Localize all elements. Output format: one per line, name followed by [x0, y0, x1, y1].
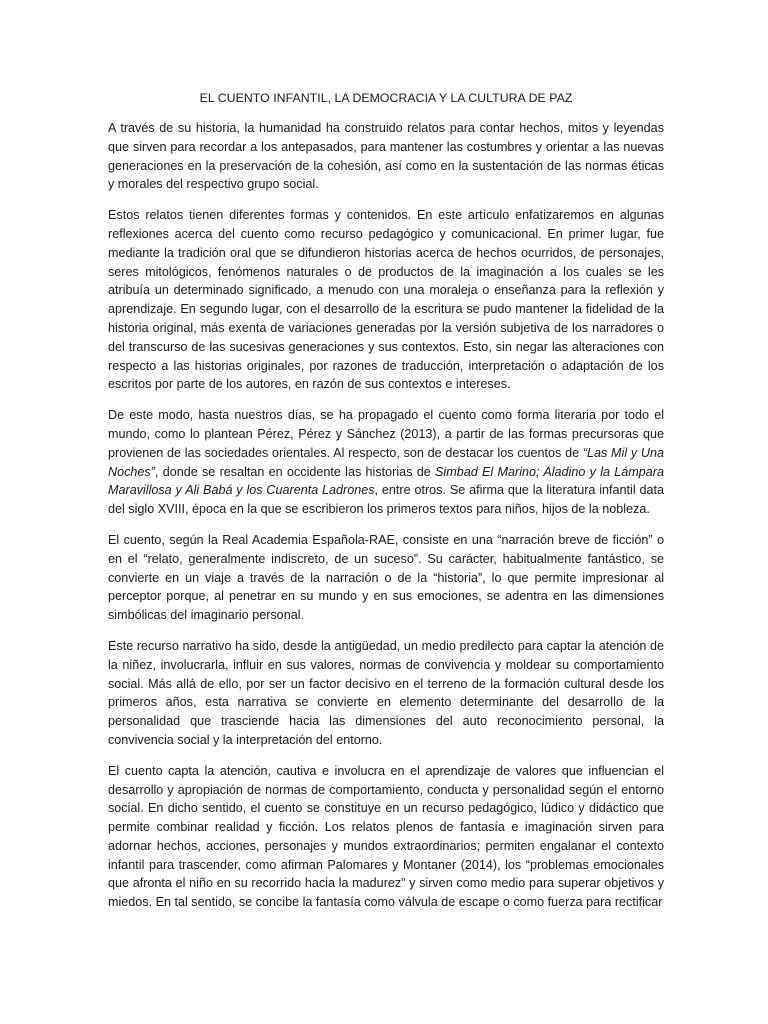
paragraph-3-text-a: De este modo, hasta nuestros días, se ha propagado el cuento como forma literaria por todo el mundo, como lo plantean Pérez, Pérez y Sánchez (2013), a partir de las formas precursoras que provienen de las sociedades orientales. Al respecto, son de destacar los cuentos de: [108, 408, 664, 460]
paragraph-2: Estos relatos tienen diferentes formas y contenidos. En este artículo enfatizaremos en algunas reflexiones acerca del cuento como recurso pedagógico y comunicacional. En primer lugar, fue mediante la tradición oral que se difundieron historias acerca de hechos ocurridos, de personajes, seres mitológicos, fenómenos naturales o de productos de la imaginación a los cuales se les atribuía un determinado significado, a menudo con una moraleja o enseñanza para la reflexión y aprendizaje. En segundo lugar, con el desarrollo de la escritura se pudo mantener la fidelidad de la historia original, más exenta de variaciones generadas por la versión subjetiva de los narradores o del transcurso de las sucesivas generaciones y sus contextos. Esto, sin negar las alteraciones con respecto a las historias originales, por razones de traducción, interpretación o adaptación de los escritos por parte de los autores, en razón de sus contextos e intereses.: [108, 208, 664, 392]
document-title: EL CUENTO INFANTIL, LA DEMOCRACIA Y LA CULTURA DE PAZ: [199, 91, 573, 105]
paragraph-5: Este recurso narrativo ha sido, desde la antigüedad, un medio predilecto para captar la atención de la niñez, involucrarla, influir en sus valores, normas de convivencia y moldear su comportamiento social. Más allá de ello, por ser un factor decisivo en el terreno de la formación cultural desde los primeros años, esta narrativa se convierte en elemento determinante del desarrollo de la personalidad que trasciende hacia las dimensiones del auto reconocimiento personal, la convivencia social y la interpretación del entorno.: [108, 638, 664, 747]
paragraph-4: El cuento, según la Real Academia Española-RAE, consiste en una “narración breve de ficción” o en el “relato, generalmente indiscreto, de un suceso”. Su carácter, habitualmente fantástico, se convierte en un viaje a través de la narración o de la “historia”, lo que permite impresionar al perceptor porque, al penetrar en su mundo y en sus emociones, se adentra en las dimensiones simbólicas del imaginario personal.: [108, 532, 664, 623]
paragraph-3-italic-title: “Las Mil y Una Noches”: [108, 445, 664, 479]
paragraph-3-text-c: , donde se resaltan en occidente las historias de: [154, 464, 436, 479]
paragraph-1: A través de su historia, la humanidad ha construido relatos para contar hechos, mitos y leyendas que sirven para recordar a los antepasados, para mantener las costumbres y orientar a las nuevas generaciones en la preservación de la cohesión, así como en la sustentación de las normas éticas y morales del respectivo grupo social.: [108, 121, 664, 192]
paragraph-3-text-e: , entre otros. Se afirma que la literatura infantil data del siglo XVIII, época en la que se escribieron los primeros textos para niños, hijos de la nobleza.: [108, 483, 665, 517]
paragraph-6: El cuento capta la atención, cautiva e involucra en el aprendizaje de valores que influencian el desarrollo y apropiación de normas de comportamiento, conducta y personalidad según el entorno social. En dicho sentido, el cuento se constituye en un recurso pedagógico, lúdico y didáctico que permite combinar realidad y ficción. Los relatos plenos de fantasía e imaginación sirven para adornar hechos, acciones, personajes y mundos extraordinarios; permiten engalanar el contexto infantil para trascender, como afirman Palomares y Montaner (2014), los “problemas emocionales que afronta el niño en su recorrido hacia la madurez” y sirven como medio para superar objetivos y miedos. En tal sentido, se concibe la fantasía como válvula de escape o como fuerza para rectificar: [108, 763, 664, 910]
paragraph-3: [108, 406, 664, 519]
paragraph-3-italic-stories: Simbad El Marino; Aladino y la Lámpara Maravillosa y Ali Babá y los Cuarenta Ladrones: [108, 464, 664, 498]
